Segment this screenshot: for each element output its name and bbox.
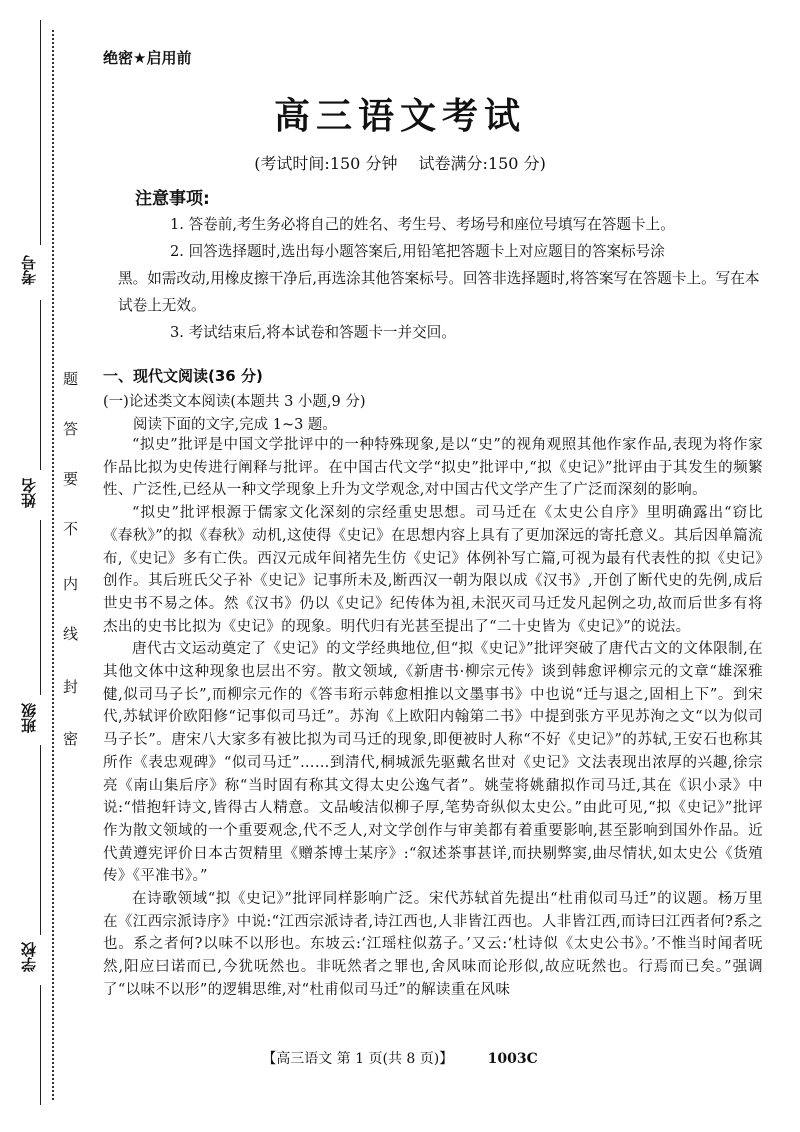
exam-time: (考试时间:150 分钟 bbox=[254, 154, 398, 173]
full-score: 试卷满分:150 分) bbox=[418, 154, 546, 173]
page-number: 【高三语文 第 1 页(共 8 页)】 bbox=[262, 1051, 454, 1067]
subsection-title: (一)论述类文本阅读(本题共 3 小题,9 分) bbox=[103, 394, 366, 410]
passage-paragraph: “拟史”批评是中国文学批评中的一种特殊现象,是以“史”的视角观照其他作家作品,表现为将作家作品比拟为史传进行阐释与批评。在中国古代文学“拟史”批评中,“拟《史记》”批评由于其发生的频繁性、广泛性,已经从一种文学现象上升为文学观念,对中国古代文学产生了广泛而深刻的影响。 bbox=[103, 437, 763, 499]
passage-paragraph: 唐代古文运动奠定了《史记》的文学经典地位,但“拟《史记》”批评突破了唐代古文的文体限制,在其他文体中这种现象也层出不穷。散文领域,《新唐书·柳宗元传》谈到韩愈评柳宗元的文章“雄深雅健,似司马子长”,而柳宗元作的《答韦珩示韩愈相推以文墨事书》中也说“迁与退之,固相上下”。到宋代,苏轼评价欧阳修“记事似司马迁”。苏洵《上欧阳内翰第二书》中提到张方平见苏洵之文“以为似司马子长”。唐宋八大家多有被比拟为司马迁的现象,即便被时人称“不好《史记》”的苏轼,王安石也称其所作《表忠观碑》“似司马迁”……到清代,桐城派先驱戴名世对《史记》文法表现出浓厚的兴趣,徐宗亮《南山集后序》称“当时固有称其文得太史公逸气者”。姚莹将姚鼐拟作司马迁,其在《识小录》中说:“惜抱轩诗文,皆得古人精意。文品峻洁似柳子厚,笔势奇纵似太史公。”由此可见,“拟《史记》”批评作为散文领域的一个重要观念,代不乏人,对文学创作与审美都有着重要影响,甚至影响到国外作品。近代黄遵宪评价日本古贺精里《赠茶博士某序》:“叙述茶事甚详,而抉剔弊窦,曲尽情状,如太史公《货殖传》《平准书》。” bbox=[103, 641, 763, 885]
exam-info bbox=[0, 151, 800, 174]
seal-dotted-line bbox=[52, 30, 54, 1100]
name-line-upper bbox=[40, 300, 41, 470]
page-footer bbox=[0, 1048, 800, 1068]
seal-char: 题 bbox=[63, 370, 79, 388]
section-title: 一、现代文阅读(36 分) bbox=[103, 367, 263, 385]
passage-paragraph: “拟史”批评根源于儒家文化深刻的宗经重史思想。司马迁在《太史公自序》里明确露出“窃比《春秋》”的拟《春秋》动机,这使得《史记》在思想内容上具有了更加深远的寄托意义。其后因单篇流布,《史记》多有亡佚。西汉元成年间褚先生仿《史记》体例补写亡篇,可视为最有代表性的拟《史记》创作。其后班氏父子补《史记》记事所未及,断西汉一朝为限以成《汉书》,开创了断代史的先例,成后世史书不易之体。然《汉书》仍以《史记》纪传体为祖,未泯灭司马迁发凡起例之功,故而后世多有将杰出的史书比拟为《史记》的现象。明代归有光甚至提出了“二十史皆为《史记》”的说法。 bbox=[103, 505, 763, 635]
seal-char: 封 bbox=[63, 678, 79, 696]
seal-char: 答 bbox=[63, 420, 79, 438]
notes-list bbox=[118, 211, 760, 346]
class-line bbox=[40, 745, 41, 935]
exam-number-label: 考号 bbox=[20, 255, 38, 285]
name-label: 姓名 bbox=[20, 478, 38, 508]
note-item: 3. 考试结束后,将本试卷和答题卡一并交回。 bbox=[170, 324, 456, 341]
note-item: 2. 回答选择题时,选出每小题答案后,用铅笔把答题卡上对应题目的答案标号涂 bbox=[170, 243, 665, 260]
note-item: 1. 答卷前,考生务必将自己的姓名、考生号、考场号和座位号填写在答题卡上。 bbox=[170, 216, 675, 233]
page-title: 高三语文考试 bbox=[273, 96, 526, 137]
school-label: 学校 bbox=[20, 942, 38, 972]
secret-mark: 绝密★启用前 bbox=[103, 49, 192, 67]
seal-char: 要 bbox=[63, 470, 79, 488]
note-item: 黑。如需改动,用橡皮擦干净后,再选涂其他答案标号。回答非选择题时,将答案写在答题卡上。写在本试卷上无效。 bbox=[118, 270, 760, 314]
seal-char: 不 bbox=[63, 520, 79, 538]
reading-passage bbox=[103, 434, 763, 1002]
notes-title: 注意事项: bbox=[135, 189, 210, 209]
reading-instruction: 阅读下面的文字,完成 1~3 题。 bbox=[133, 417, 337, 433]
seal-char: 内 bbox=[63, 575, 79, 593]
paper-code: 1003C bbox=[487, 1051, 538, 1067]
name-line bbox=[40, 520, 41, 695]
passage-paragraph: 在诗歌领域“拟《史记》”批评同样影响广泛。宋代苏轼首先提出“杜甫似司马迁”的议题。杨万里在《江西宗派诗序》中说:“江西宗派诗者,诗江西也,人非皆江西也。人非皆江西,而诗曰江西者何?系之也。系之者何?以味不以形也。东坡云:‘江瑶柱似荔子。’又云:‘杜诗似《太史公书》。’不惟当时闻者呒然,阳应曰诺而已,今犹呒然也。非呒然者之罪也,舍风味而论形似,故应呒然也。行焉而已矣。”强调了“以味不以形”的逻辑思维,对“杜甫似司马迁”的解读重在风味 bbox=[103, 891, 763, 998]
class-label: 班级 bbox=[20, 703, 38, 733]
school-line bbox=[40, 985, 41, 1105]
seal-char: 密 bbox=[63, 730, 79, 748]
seal-char: 线 bbox=[63, 625, 79, 643]
